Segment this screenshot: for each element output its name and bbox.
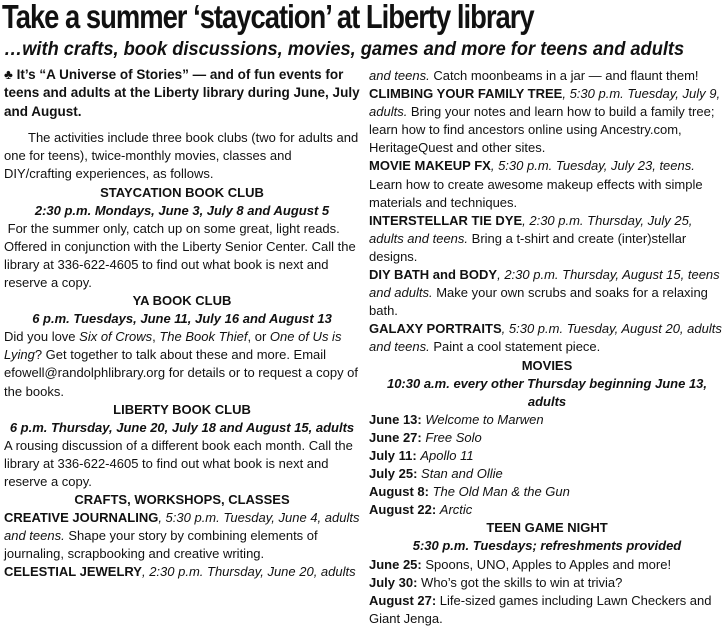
ya-heading: YA BOOK CLUB [132,293,232,309]
crafts-heading: CRAFTS, WORKSHOPS, CLASSES [74,492,290,508]
headline: Take a summer ‘staycation’ at Liberty library [2,0,534,35]
ya-schedule: 6 p.m. Tuesdays, June 11, July 16 and August 13 [32,311,332,327]
movies-heading: MOVIES [521,357,573,373]
ya-description: Did you love Six of Crows, The Book Thief, or One of Us is Lying? Get together to talk about these and more. Email efowell@randolphlibrary.org for details or to request a copy of the books. [4,329,359,399]
movies-schedule: 10:30 a.m. every other Thursday beginning June 13, adults [386,375,708,409]
intro-lead [4,66,360,121]
craft-galaxy: GALAXY PORTRAITS, 5:30 p.m. Tuesday, August 20, adults and teens. Paint a cool statement piece. [369,321,722,355]
staycation-heading: STAYCATION BOOK CLUB [100,184,264,200]
club-icon: ♣ [4,67,13,82]
movie-item: July 11: Apollo 11 [369,447,474,463]
movie-item: June 13: Welcome to Marwen [369,411,544,427]
game-item: July 30: Who’s got the skills to win at trivia? [369,574,623,590]
left-column [4,66,360,582]
liberty-heading: LIBERTY BOOK CLUB [113,401,251,417]
book-title: The Book Thief [159,329,248,345]
movie-item: August 8: The Old Man & the Gun [369,484,570,500]
intro-body: The activities include three book clubs (two for adults and one for teens), twice-monthly movies, classes and DIY/crafting experiences, as follows. [4,130,359,182]
movie-item: June 27: Free Solo [369,429,482,445]
movie-item: August 22: Arctic [369,502,473,518]
liberty-schedule: 6 p.m. Thursday, June 20, July 18 and August 15, adults [9,419,355,435]
book-title: One of Us is Lying [4,329,342,363]
game-night-schedule: 5:30 p.m. Tuesdays; refreshments provided [412,538,682,554]
craft-tie-dye: INTERSTELLAR TIE DYE, 2:30 p.m. Thursday, July 25, adults and teens. Bring a t-shirt and create (inter)stellar designs. [369,212,693,264]
craft-jewelry-part2: and teens. Catch moonbeams in a jar — and flaunt them! [369,68,699,83]
craft-makeup: MOVIE MAKEUP FX, 5:30 p.m. Tuesday, July 23, teens. Learn how to create awesome makeup effects with simple materials and techniques. [369,158,703,210]
intro-lead-text: It’s “A Universe of Stories” — and of fun events for teens and adults at the Liberty library during June, July and August. [4,67,360,119]
subhead: …with crafts, book discussions, movies, games and more for teens and adults [4,39,685,60]
liberty-description: A rousing discussion of a different book each month. Call the library at 336-622-4605 to find out what book is next and reserve a copy. [4,437,353,489]
movie-item: July 25: Stan and Ollie [369,466,503,482]
game-night-heading: TEEN GAME NIGHT [486,520,608,536]
craft-bath: DIY BATH and BODY, 2:30 p.m. Thursday, August 15, teens and adults. Make your own scrubs and soaks for a relaxing bath. [369,267,720,319]
staycation-description: For the summer only, catch up on some great, light reads. Offered in conjunction with the Liberty Senior Center. Call the library at 336-622-4605 to find out what book is next and reserve a copy. [4,220,356,290]
craft-family-tree: CLIMBING YOUR FAMILY TREE, 5:30 p.m. Tuesday, July 9, adults. Bring your notes and learn how to build a family tree; learn how to find ancestors online using Ancestry.com, HeritageQuest and other sites. [369,86,721,156]
right-column [369,67,725,628]
craft-jewelry-part1: CELESTIAL JEWELRY, 2:30 p.m. Thursday, June 20, adults [4,564,356,580]
staycation-schedule: 2:30 p.m. Mondays, June 3, July 8 and August 5 [34,202,330,218]
game-item: June 25: Spoons, UNO, Apples to Apples and more! [369,556,672,572]
book-title: Six of Crows [79,329,153,345]
craft-journaling: CREATIVE JOURNALING, 5:30 p.m. Tuesday, June 4, adults and teens. Shape your story by combining elements of journaling, scrapbooking and creative writing. [4,510,360,562]
game-item: August 27: Life-sized games including Lawn Checkers and Giant Jenga. [369,592,712,626]
